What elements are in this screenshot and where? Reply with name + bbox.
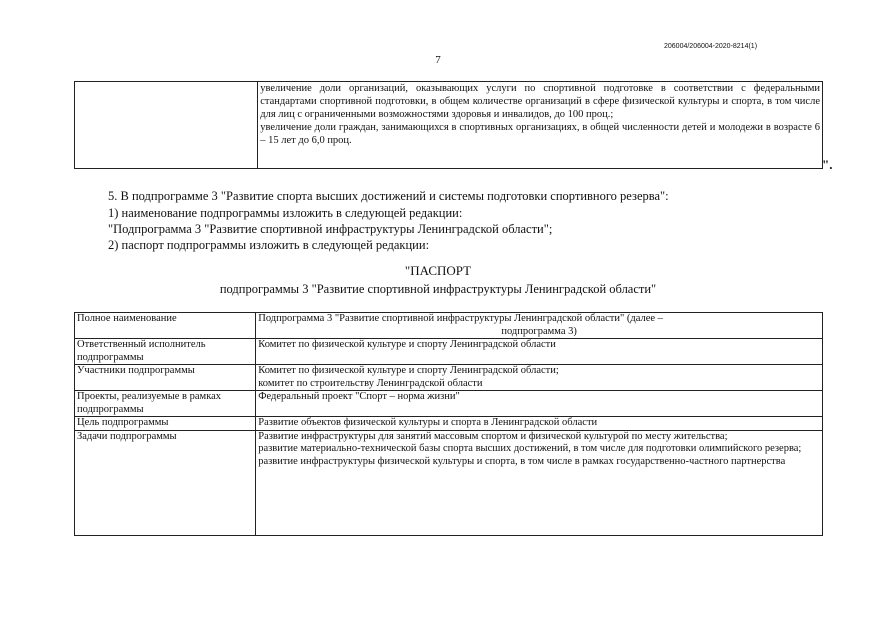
continued-text-2: увеличение доли граждан, занимающихся в спортивных организациях, в общей численности детей и молодежи в возрасте 6 – 15 лет до 6,0 проц. [260, 122, 820, 146]
row-value [256, 365, 823, 391]
paragraph-amendment-5: 5. В подпрограмме 3 "Развитие спорта высших достижений и системы подготовки спортивного резерва": [108, 189, 669, 203]
table-row [75, 365, 823, 391]
passport-subtitle: подпрограммы 3 "Развитие спортивной инфраструктуры Ленинградской области" [219, 282, 657, 296]
row-value [256, 339, 823, 365]
row-label: Цель подпрограммы [75, 417, 256, 431]
value-line: подпрограмма 3) [501, 325, 577, 337]
value-line: Подпрограмма 3 "Развитие спортивной инфраструктуры Ленинградской области" (далее – [258, 313, 663, 324]
table-row [75, 391, 823, 417]
row-label: Полное наименование [75, 313, 256, 339]
passport-table [74, 312, 823, 536]
value-line: развитие инфраструктуры физической культуры и спорта, в том числе в рамках государственно-частного партнерства [258, 455, 786, 467]
value-line: Развитие объектов физической культуры и спорта в Ленинградской области [258, 417, 598, 428]
row-label: Участники подпрограммы [75, 365, 256, 391]
table-row [75, 313, 823, 339]
row-value [256, 430, 823, 535]
continued-table-left-cell [75, 82, 258, 169]
passport-title: "ПАСПОРТ [404, 263, 472, 278]
continued-table [74, 81, 823, 169]
continued-text-1: увеличение доли организаций, оказывающих услуги по спортивной подготовке в соответствии с федеральными стандартами спортивной подготовки, в общем количестве организаций в сфере физической культуры и спорта, в том числе для лиц с ограниченными возможностями здоровья и инвалидов, до 100 проц.; [260, 83, 820, 120]
paragraph-item-2: 2) паспорт подпрограммы изложить в следующей редакции: [108, 238, 430, 252]
table-row [75, 339, 823, 365]
row-label: Ответственный исполнитель подпрограммы [75, 339, 256, 365]
page-number: 7 [435, 54, 441, 66]
table-row [75, 430, 823, 535]
row-value [256, 313, 823, 339]
paragraph-item-1: 1) наименование подпрограммы изложить в следующей редакции: [108, 206, 463, 220]
value-line: развитие материально-технической базы спорта высших достижений, в том числе для подготовки олимпийского резерва; [258, 443, 802, 454]
value-line: Федеральный проект "Спорт – норма жизни" [258, 391, 460, 402]
table-row [75, 417, 823, 431]
continued-table-right-cell [258, 82, 823, 169]
value-line: комитет по строительству Ленинградской области [258, 377, 483, 389]
paragraph-new-name: "Подпрограмма 3 "Развитие спортивной инфраструктуры Ленинградской области"; [108, 222, 553, 236]
value-line: Комитет по физической культуре и спорту Ленинградской области [258, 339, 556, 350]
row-label: Проекты, реализуемые в рамках подпрограммы [75, 391, 256, 417]
row-value [256, 417, 823, 431]
row-label: Задачи подпрограммы [75, 430, 256, 535]
closing-quote-mark: ". [822, 157, 833, 172]
value-line: Комитет по физической культуре и спорту Ленинградской области; [258, 365, 559, 376]
document-id: 206004/206004-2020-8214(1) [664, 43, 758, 50]
row-value [256, 391, 823, 417]
value-line: Развитие инфраструктуры для занятий массовым спортом и физической культурой по месту жительства; [258, 430, 728, 442]
